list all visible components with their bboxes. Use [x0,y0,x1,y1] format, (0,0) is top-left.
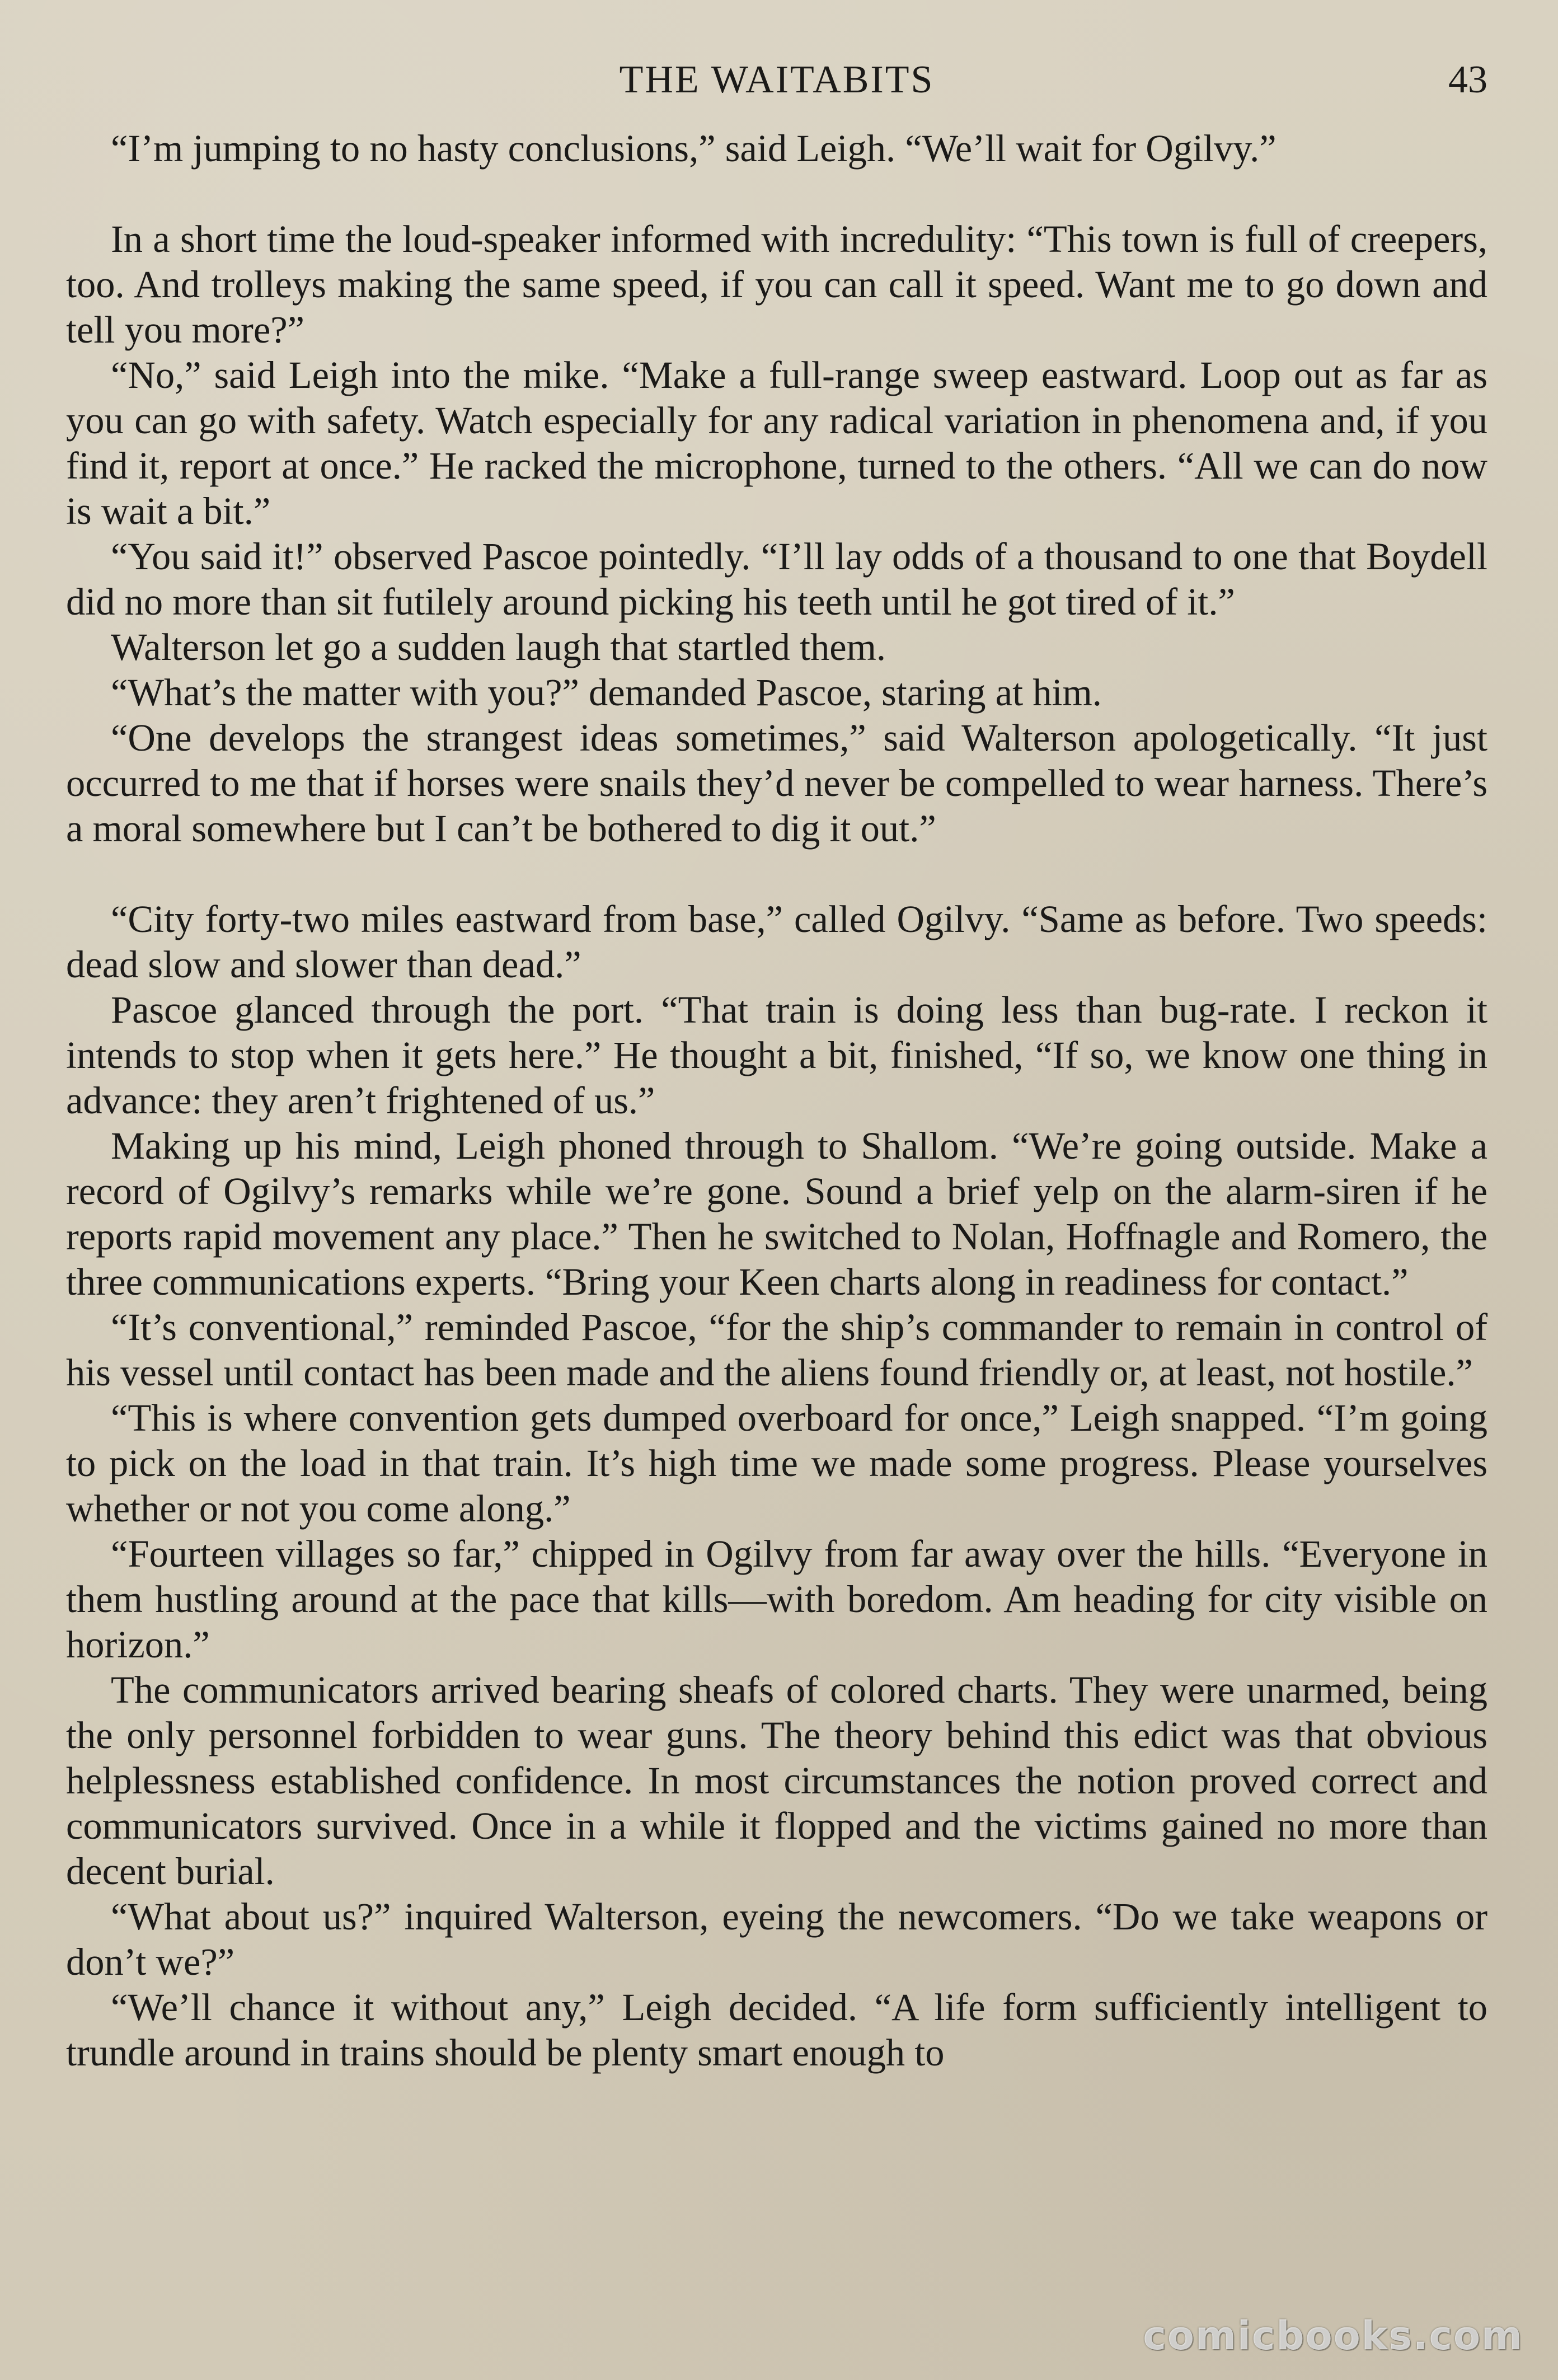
paragraph: Pascoe glanced through the port. “That train is doing less than bug-rate. I reckon it intends to stop when it gets here.” He thought a bit, finished, “If so, we know one thing in advance: they aren’t frightened of us.” [66,988,1487,1122]
paragraph: “Fourteen villages so far,” chipped in Ogilvy from far away over the hills. “Everyone in them hustling around at the pace that kills—with boredom. Am heading for city visible on horizon.” [66,1533,1487,1666]
body-text [66,126,1487,2076]
paragraph: “What’s the matter with you?” demanded Pascoe, staring at him. [111,671,1102,714]
paragraph: “You said it!” observed Pascoe pointedly. “I’ll lay odds of a thousand to one that Boydell did no more than sit futilely around picking his teeth until he got tired of it.” [66,535,1487,623]
book-page [66,53,1487,2348]
watermark: comicbooks.com [1143,2313,1523,2359]
paragraph: “We’ll chance it without any,” Leigh decided. “A life form sufficiently intelligent to trundle around in trains should be plenty smart enough to [66,1986,1487,2074]
paragraph: “No,” said Leigh into the mike. “Make a full-range sweep eastward. Loop out as far as you can go with safety. Watch especially for any radical variation in phenomena and, if you find it, report at once.” He racked the microphone, turned to the others. “All we can do now is wait a bit.” [66,354,1487,532]
paragraph: “This is where convention gets dumped overboard for once,” Leigh snapped. “I’m going to pick on the load in that train. It’s high time we made some progress. Please yourselves whether or not you come along.” [66,1397,1487,1530]
paragraph: “What about us?” inquired Walterson, eyeing the newcomers. “Do we take weapons or don’t we?” [66,1895,1487,1983]
paragraph: Walterson let go a sudden laugh that startled them. [111,626,886,668]
paragraph: “One develops the strangest ideas sometimes,” said Walterson apologetically. “It just occurred to me that if horses were snails they’d never be compelled to wear harness. There’s a moral somewhere but I can’t be bothered to dig it out.” [66,716,1487,850]
paragraph: “City forty-two miles eastward from base,” called Ogilvy. “Same as before. Two speeds: dead slow and slower than dead.” [66,898,1487,986]
paragraph: In a short time the loud-speaker informed with incredulity: “This town is full of creepers, too. And trolleys making the same speed, if you can call it speed. Want me to go down and tell you more?” [66,218,1487,351]
page-header [66,53,1487,105]
paragraph: “I’m jumping to no hasty conclusions,” said Leigh. “We’ll wait for Ogilvy.” [111,127,1277,170]
running-title: THE WAITABITS [619,58,935,101]
paragraph: Making up his mind, Leigh phoned through to Shallom. “We’re going outside. Make a record of Ogilvy’s remarks while we’re gone. Sound a brief yelp on the alarm-siren if he reports rapid movement any place.” Then he switched to Nolan, Hoffnagle and Romero, the three communications experts. “Bring your Keen charts along in readiness for contact.” [66,1125,1487,1303]
page-number: 43 [1448,58,1487,101]
paragraph: “It’s conventional,” reminded Pascoe, “for the ship’s commander to remain in control of his vessel until contact has been made and the aliens found friendly or, at least, not hostile.” [66,1306,1487,1394]
paragraph: The communicators arrived bearing sheafs of colored charts. They were unarmed, being the only personnel forbidden to wear guns. The theory behind this edict was that obvious helplessness established confidence. In most circumstances the notion proved correct and communicators survived. Once in a while it flopped and the victims gained no more than decent burial. [66,1669,1487,1892]
